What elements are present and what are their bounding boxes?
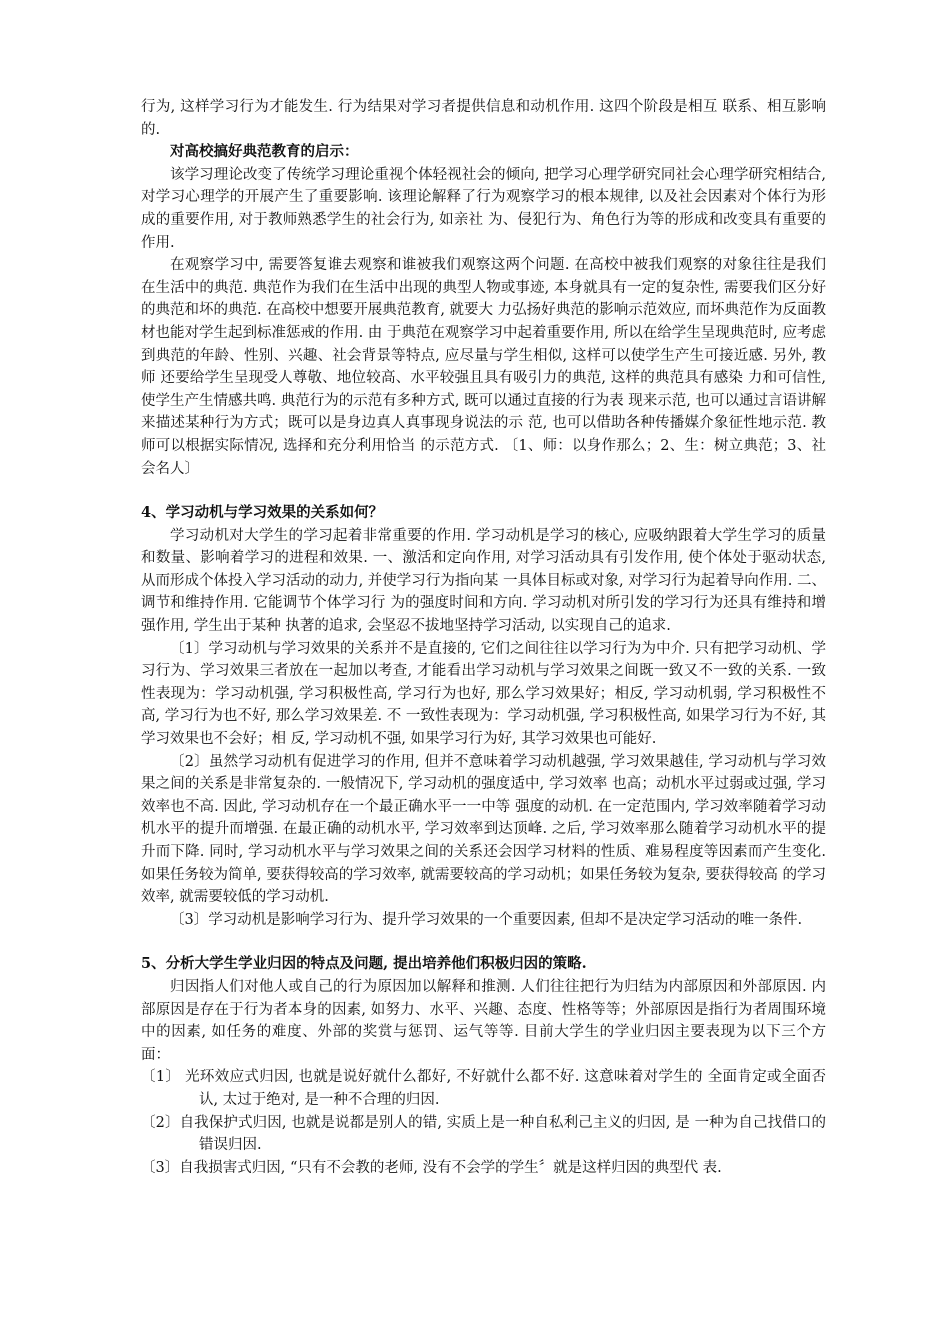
paragraph-attribution: 归因指人们对他人或自己的行为原因加以解释和推测. 人们往往把行为归结为内部原因和外部原因. 内部原因是存在于行为者本身的因素, 如努力、水平、兴趣、态度、性格等等；外部原因是指行为者周围环境中的因素, 如任务的难度、外部的奖赏与惩罚、运气等等. 目前大学生的学业归因主要表现为以下三个方面： (141, 978, 826, 1063)
section-heading-4: 4、学习动机与学习效果的关系如何？ (141, 504, 384, 522)
paragraph-point-3: 〔3〕学习动机是影响学习行为、提升学习效果的一个重要因素, 但却不是决定学习活动的唯一条件. (170, 911, 803, 928)
list-item-2: 〔2〕自我保护式归因, 也就是说都是别人的错, 实质上是一种自私利己主义的归因, 是 一种为自己找借口的错误归因. (141, 1114, 826, 1154)
paragraph-point-1: 〔1〕学习动机与学习效果的关系并不是直接的, 它们之间往往以学习行为为中介. 只有把学习动机、学习行为、学习效果三者放在一起加以考查, 才能看出学习动机与学习效果之间既一致又不一致的关系. 一致性表现为：学习动机强, 学习积极性高, 学习行为也好, 那么学习效果好；相反, 学习动机弱, 学习积极性不高, 学习行为也不好, 那么学习效果差. 不 一致性表现为：学习动机强, 学习积极性高, 如果学习行为不好, 其学习效果也不会好；相 反, 学习动机不强, 如果学习行为好, 其学习效果也可能好. (141, 640, 826, 748)
list-item-1: 〔1〕 光环效应式归因, 也就是说好就什么都好, 不好就什么都不好. 这意味着对学生的 全面肯定或全面否认, 太过于绝对, 是一种不合理的归因. (141, 1069, 826, 1108)
paragraph-role-models: 在观察学习中, 需要答复谁去观察和谁被我们观察这两个问题. 在高校中被我们观察的对象往往是我们在生活中的典范. 典范作为我们在生活中出现的典型人物或事迹, 本身就具有一定的复杂性, 需要我们区分好的典范和坏的典范. 在高校中想要开展典范教育, 就要大 力弘扬好典范的影响示范效应, 而坏典范作为反面教材也能对学生起到标准惩戒的作用. 由 于典范在观察学习中起着重要作用, 所以在给学生呈现典范时, 应考虑到典范的年龄、性别、兴趣、社会背景等特点, 应尽量与学生相似, 这样可以使学生产生可接近感. 另外, 教师 还要给学生呈现受人尊敬、地位较高、水平较强且具有吸引力的典范, 这样的典范具有感染 力和可信性, 使学生产生情感共鸣. 典范行为的示范有多种方式, 既可以通过直接的行为表 现来示范, 也可以通过言语讲解来描述某种行为方式；既可以是身边真人真事现身说法的示 范, 也可以借助各种传播媒介象征性地示范. 教师可以根据实际情况, 选择和充分利用恰当 的示范方式. 〔1、师：以身作那么；2、生：树立典范；3、社会名人〕 (141, 257, 826, 477)
paragraph-motivation-role: 学习动机对大学生的学习起着非常重要的作用. 学习动机是学习的核心, 应吸纳跟着大学生学习的质量和数量、影响着学习的进程和效果. 一、激活和定向作用, 对学习活动具有引发作用, 使个体处于驱动状态, 从而形成个体投入学习活动的动力, 并使学习行为指向某 一具体目标或对象, 对学习行为起着导向作用. 二、调节和维持作用. 它能调节个体学习行 为的强度时间和方向. 学习动机对所引发的学习行为还具有维持和增强作用, 学生出于某种 执著的追求, 会坚忍不拔地坚持学习活动, 以实现自己的追求. (141, 527, 826, 635)
paragraph-point-2: 〔2〕虽然学习动机有促进学习的作用, 但并不意味着学习动机越强, 学习效果越佳, 学习动机与学习效果之间的关系是非常复杂的. 一般情况下, 学习动机的强度适中, 学习效率 也高；动机水平过弱或过强, 学习效率也不高. 因此, 学习动机存在一个最正确水平一一中等 强度的动机. 在一定范围内, 学习效率随着学习动机水平的提升而增强. 在最正确的动机水平, 学习效率到达顶峰. 之后, 学习效率那么随着学习动机水平的提升而下降. 同时, 学习动机水平与学习效果之间的关系还会因学习材料的性质、难易程度等因素而产生变化. 如果任务较为简单, 要获得较高的学习效率, 就需要较高的学习动机；如果任务较为复杂, 要获得较高 的学习效率, 就需要较低的学习动机. (141, 753, 826, 906)
paragraph-continuation: 行为, 这样学习行为才能发生. 行为结果对学习者提供信息和动机作用. 这四个阶段是相互 联系、相互影响的. (141, 99, 826, 138)
document-page (141, 96, 826, 1179)
list-item-3: 〔3〕自我损害式归因, “只有不会教的老师, 没有不会学的学生〞就是这样归因的典型代 表. (141, 1159, 722, 1176)
paragraph-theory-impact: 该学习理论改变了传统学习理论重视个体轻视社会的倾向, 把学习心理学研究同社会心理学研究相结合, 对学习心理学的开展产生了重要影响. 该理论解释了行为观察学习的根本规律, 以及社会因素对个体行为形成的重要作用, 对于教师熟悉学生的社会行为, 如亲社 为、侵犯行为、角色行为等的形成和改变具有重要的作用. (141, 166, 826, 251)
section-heading-5: 5、分析大学生学业归因的特点及问题, 提出培养他们积极归因的策略. (141, 955, 587, 973)
subheading-enlightenment: 对高校搞好典范教育的启示： (170, 143, 359, 161)
